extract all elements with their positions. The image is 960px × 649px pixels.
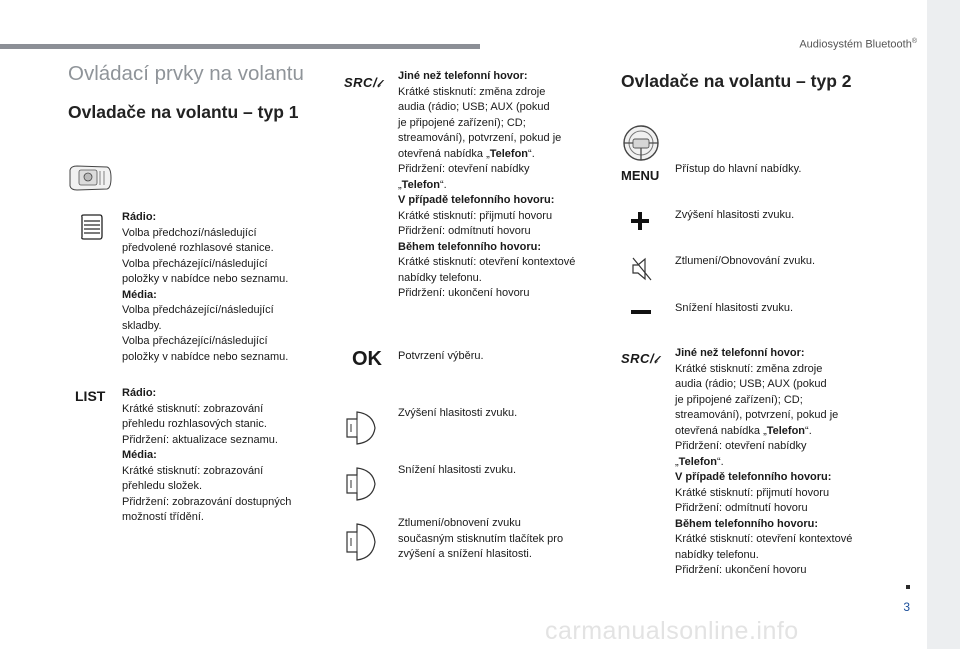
- mute-toggle-description: Ztlumení/Obnovování zvuku.: [675, 255, 816, 267]
- header-bar: [0, 44, 480, 49]
- minus-description: Snížení hlasitosti zvuku.: [675, 302, 794, 314]
- src-button-icon-type2: SRC/𝓁: [621, 351, 658, 366]
- plus-description: Zvýšení hlasitosti zvuku.: [675, 209, 795, 221]
- page-number: 3: [903, 600, 910, 614]
- scroll-wheel-icon: [78, 213, 104, 241]
- page-title: Ovládací prvky na volantu: [68, 62, 304, 85]
- menu-description: Přístup do hlavní nabídky.: [675, 163, 802, 175]
- plus-icon: [631, 212, 649, 230]
- src-button-icon: SRC/𝓁: [344, 75, 381, 90]
- mute-paddle-icon: [345, 522, 377, 562]
- type1-heading: Ovladače na volantu – typ 1: [68, 102, 299, 122]
- steering-wheel-icon: [621, 123, 661, 163]
- mute-speaker-icon: [631, 256, 653, 282]
- list-description: Rádio: Krátké stisknutí: zobrazování přehledu rozhlasových stanic. Přidržení: aktualizace seznamu. Média: Krátké stisknutí: zobrazování přehledu složek. Přidržení: zobrazování dostupných možností třídění.: [122, 387, 292, 523]
- menu-button-icon: MENU: [621, 168, 660, 183]
- list-button-icon: LIST: [75, 388, 106, 404]
- volume-down-description: Snížení hlasitosti zvuku.: [398, 464, 517, 476]
- ok-description: Potvrzení výběru.: [398, 350, 484, 362]
- mute-description: Ztlumení/obnovení zvuku současným stisknutím tlačítek pro zvýšení a snížení hlasitosti.: [398, 517, 564, 560]
- src-description-type2: Jiné než telefonní hovor: Krátké stisknutí: změna zdroje audia (rádio; USB; AUX (pokud je připojené zařízení); CD; streamování), potvrzení, pokud je otevřená nabídka „Telefon“. Přidržení: otevření nabídky „Telefon“. V případě telefonního hovoru: Krátké stisknutí: přijmutí hovoru Přidržení: odmítnutí hovoru Během telefonního hovoru: Krátké stisknutí: otevření kontextové nabídky telefonu. Přidržení: ukončení hovoru: [675, 347, 853, 576]
- src-description: Jiné než telefonní hovor: Krátké stisknutí: změna zdroje audia (rádio; USB; AUX (pokud je připojené zařízení); CD; streamování), potvrzení, pokud je otevřená nabídka „Telefon“. Přidržení: otevření nabídky „Telefon“. V případě telefonního hovoru: Krátké stisknutí: přijmutí hovoru Přidržení: odmítnutí hovoru Během telefonního hovoru: Krátké stisknutí: otevření kontextové nabídky telefonu. Přidržení: ukončení hovoru: [398, 70, 576, 299]
- type2-heading: Ovladače na volantu – typ 2: [621, 71, 852, 91]
- page-marker: [906, 585, 910, 589]
- type1-scroll-description: Rádio: Volba předchozí/následující předvolené rozhlasové stanice. Volba přecházející/následující položky v nabídce nebo seznamu. Média: Volba předcházející/následující skladby. Volba přecházející/následující položky v nabídce nebo seznamu.: [122, 211, 289, 363]
- steering-control-type1-icon: [67, 164, 113, 192]
- minus-icon: [631, 310, 651, 316]
- volume-up-description: Zvýšení hlasitosti zvuku.: [398, 407, 518, 419]
- ok-button-icon: OK: [352, 348, 382, 370]
- volume-down-paddle-icon: [345, 466, 377, 502]
- volume-up-paddle-icon: [345, 410, 377, 446]
- side-strip: [927, 0, 960, 649]
- section-title: Audiosystém Bluetooth®: [799, 38, 917, 51]
- watermark: carmanualsonline.info: [545, 617, 799, 645]
